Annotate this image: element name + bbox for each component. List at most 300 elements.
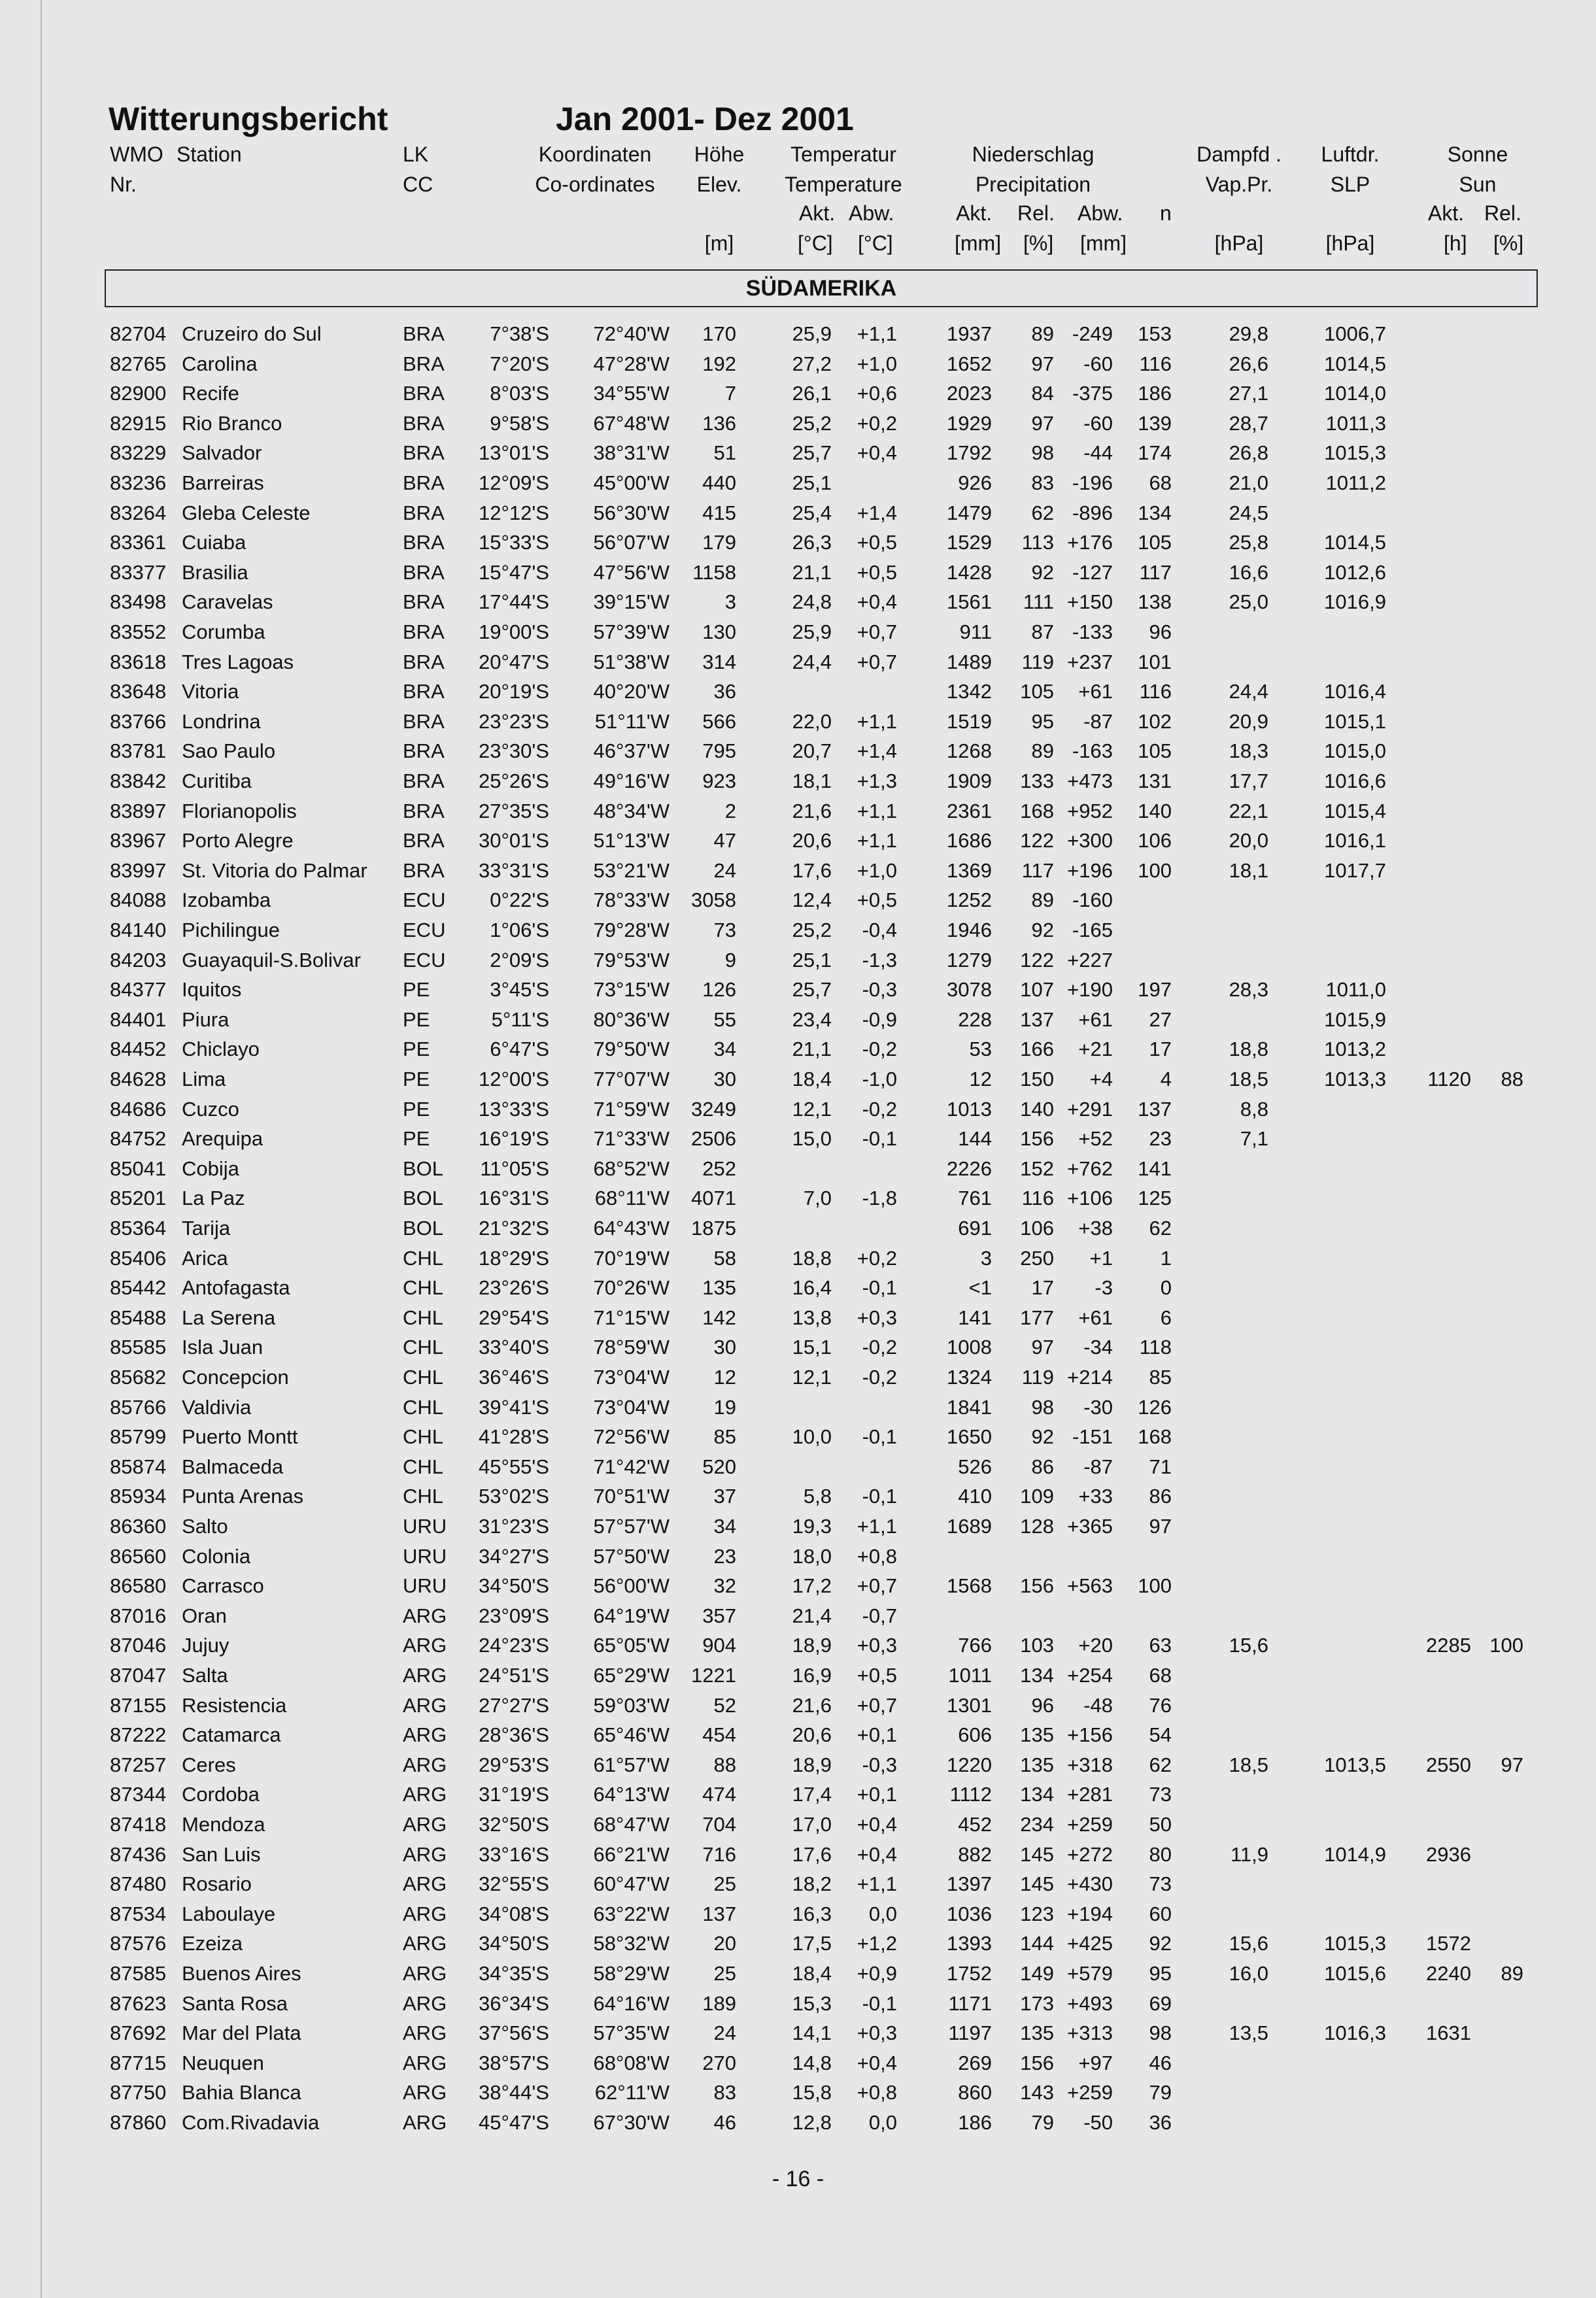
header-sun-de: Sonne — [1447, 143, 1508, 166]
elevation: 30 — [713, 1068, 736, 1090]
precip-deviation: -127 — [1072, 560, 1113, 584]
elevation: 51 — [713, 441, 736, 465]
vapour-pressure: 7,1 — [1240, 1127, 1268, 1151]
table-row — [0, 1691, 1596, 1721]
header-vapour-unit: [hPa] — [1214, 231, 1264, 255]
sea-level-pressure: 1016,9 — [1324, 590, 1386, 614]
wmo-number: 85682 — [110, 1366, 167, 1389]
sea-level-pressure: 1016,6 — [1324, 769, 1386, 792]
precip-relative: 128 — [1020, 1515, 1054, 1538]
longitude: 40°20'W — [593, 680, 670, 703]
precip-deviation: +430 — [1067, 1872, 1113, 1896]
table-row — [0, 1332, 1596, 1362]
precip-deviation: +61 — [1078, 1306, 1113, 1329]
wmo-number: 87046 — [110, 1634, 167, 1657]
precip-relative: 84 — [1031, 382, 1054, 405]
precip-deviation: -160 — [1072, 888, 1113, 912]
longitude: 80°36'W — [593, 1007, 670, 1031]
elevation: 2506 — [691, 1127, 736, 1151]
station-name: Izobamba — [182, 888, 271, 912]
precip-days: 125 — [1138, 1187, 1172, 1210]
station-name: Porto Alegre — [182, 829, 294, 853]
precip-days: 36 — [1149, 2111, 1172, 2134]
elevation: 25 — [713, 1962, 736, 1985]
precip-days: 85 — [1149, 1366, 1172, 1389]
latitude: 21°32'S — [479, 1217, 549, 1240]
precip-deviation: +237 — [1067, 650, 1113, 673]
latitude: 23°23'S — [479, 709, 549, 733]
temp-actual: 17,6 — [792, 858, 832, 882]
precip-relative: 150 — [1020, 1068, 1054, 1090]
temp-actual: 25,1 — [792, 948, 832, 972]
longitude: 38°31'W — [593, 441, 670, 465]
elevation: 142 — [702, 1306, 736, 1329]
country-code: ARG — [403, 1991, 447, 2015]
latitude: 24°51'S — [479, 1664, 549, 1687]
temp-deviation: +0,5 — [857, 560, 897, 584]
wmo-number: 84377 — [110, 978, 167, 1002]
temp-actual: 17,5 — [792, 1932, 832, 1955]
elevation: 192 — [702, 352, 736, 375]
elevation: 3249 — [691, 1097, 736, 1121]
header-slp-en: SLP — [1330, 173, 1370, 196]
precip-actual: 1568 — [947, 1574, 992, 1598]
precip-deviation: +291 — [1067, 1097, 1113, 1121]
precip-days: 116 — [1139, 352, 1172, 375]
temp-deviation: -0,2 — [862, 1366, 897, 1389]
precip-actual: 1301 — [947, 1693, 992, 1717]
latitude: 29°53'S — [479, 1753, 549, 1776]
country-code: CHL — [403, 1306, 444, 1329]
station-name: Carrasco — [182, 1574, 264, 1598]
latitude: 23°09'S — [479, 1604, 549, 1627]
precip-days: 197 — [1138, 978, 1172, 1002]
precip-deviation: +190 — [1067, 978, 1113, 1002]
precip-deviation: +1 — [1089, 1246, 1113, 1270]
longitude: 39°15'W — [593, 590, 670, 614]
precip-actual: 1529 — [947, 531, 992, 554]
temp-actual: 12,8 — [792, 2111, 832, 2134]
precip-actual: 860 — [958, 2081, 992, 2104]
temp-actual: 7,0 — [803, 1187, 832, 1210]
elevation: 24 — [713, 2021, 736, 2045]
precip-relative: 106 — [1020, 1217, 1054, 1240]
temp-actual: 10,0 — [792, 1425, 832, 1449]
precip-days: 69 — [1149, 1991, 1172, 2015]
precip-deviation: -375 — [1072, 382, 1113, 405]
header-elevation-en: Elev. — [696, 173, 742, 196]
station-name: St. Vitoria do Palmar — [182, 858, 367, 882]
precip-days: 134 — [1138, 501, 1172, 524]
elevation: 2 — [724, 799, 736, 822]
table-row — [0, 826, 1596, 856]
latitude: 34°27'S — [479, 1544, 549, 1568]
region-heading: SÜDAMERIKA — [105, 269, 1538, 307]
precip-actual: 186 — [958, 2111, 992, 2134]
precip-relative: 79 — [1031, 2111, 1054, 2134]
table-row — [0, 1631, 1596, 1661]
temp-deviation: +1,1 — [857, 322, 897, 345]
station-name: Cobija — [182, 1157, 239, 1180]
country-code: BRA — [403, 531, 445, 554]
vapour-pressure: 15,6 — [1229, 1932, 1268, 1955]
precip-relative: 92 — [1031, 560, 1054, 584]
country-code: BRA — [403, 560, 445, 584]
temp-actual: 18,4 — [792, 1068, 832, 1090]
precip-relative: 97 — [1031, 352, 1054, 375]
sea-level-pressure: 1011,2 — [1325, 471, 1386, 494]
temp-actual: 13,8 — [792, 1306, 832, 1329]
table-row — [0, 409, 1596, 439]
station-name: Antofagasta — [182, 1276, 290, 1300]
temp-deviation: +0,5 — [857, 888, 897, 912]
country-code: BRA — [403, 322, 445, 345]
temp-actual: 20,7 — [792, 739, 832, 763]
latitude: 41°28'S — [479, 1425, 549, 1449]
precip-relative: 117 — [1021, 858, 1054, 882]
elevation: 37 — [713, 1485, 736, 1508]
longitude: 71°33'W — [593, 1127, 670, 1151]
longitude: 67°30'W — [593, 2111, 670, 2134]
latitude: 27°27'S — [479, 1693, 549, 1717]
precip-relative: 135 — [1020, 2021, 1054, 2045]
wmo-number: 87222 — [110, 1723, 167, 1747]
precip-deviation: +33 — [1078, 1485, 1113, 1508]
precip-relative: 149 — [1020, 1962, 1054, 1985]
latitude: 53°02'S — [479, 1485, 549, 1508]
temp-deviation: +1,1 — [857, 1515, 897, 1538]
header-prec-unit-akt: [mm] — [955, 231, 1002, 255]
latitude: 39°41'S — [479, 1395, 549, 1419]
wmo-number: 85934 — [110, 1485, 167, 1508]
precip-deviation: +156 — [1067, 1723, 1113, 1747]
latitude: 25°26'S — [479, 769, 549, 792]
longitude: 56°07'W — [593, 531, 670, 554]
country-code: BOL — [403, 1217, 444, 1240]
longitude: 62°11'W — [594, 2081, 670, 2104]
precip-actual: 1220 — [947, 1753, 992, 1776]
temp-deviation: +0,8 — [857, 2081, 897, 2104]
elevation: 19 — [713, 1395, 736, 1419]
country-code: CHL — [403, 1276, 444, 1300]
table-row — [0, 1094, 1596, 1124]
latitude: 31°23'S — [479, 1515, 549, 1538]
country-code: URU — [403, 1544, 447, 1568]
temp-deviation: +1,1 — [857, 709, 897, 733]
latitude: 37°56'S — [479, 2021, 549, 2045]
precip-deviation: +106 — [1067, 1187, 1113, 1210]
temp-deviation: +1,0 — [857, 352, 897, 375]
station-name: Tres Lagoas — [182, 650, 294, 673]
station-name: Ceres — [182, 1753, 236, 1776]
temp-deviation: +0,7 — [857, 620, 897, 643]
table-row — [0, 736, 1596, 766]
temp-deviation: +0,5 — [857, 1664, 897, 1687]
vapour-pressure: 18,5 — [1229, 1753, 1268, 1776]
elevation: 135 — [702, 1276, 736, 1300]
longitude: 56°30'W — [593, 501, 670, 524]
precip-days: 62 — [1149, 1217, 1172, 1240]
table-row — [0, 438, 1596, 468]
header-coordinates-de: Koordinaten — [538, 143, 652, 166]
header-prec-rel: Rel. — [1017, 201, 1055, 225]
country-code: BRA — [403, 590, 445, 614]
precip-days: 23 — [1149, 1127, 1172, 1151]
country-code: BRA — [403, 858, 445, 882]
temp-actual: 18,4 — [792, 1962, 832, 1985]
precip-relative: 135 — [1020, 1753, 1054, 1776]
precip-days: 0 — [1160, 1276, 1172, 1300]
station-name: Pichilingue — [182, 919, 280, 941]
table-row — [0, 1243, 1596, 1274]
precip-deviation: -151 — [1072, 1425, 1113, 1449]
longitude: 46°37'W — [593, 739, 670, 763]
longitude: 64°19'W — [593, 1604, 670, 1627]
precip-actual: 1752 — [947, 1962, 992, 1985]
temp-actual: 25,2 — [792, 411, 832, 435]
precip-days: 97 — [1149, 1515, 1172, 1538]
temp-actual: 21,6 — [792, 799, 832, 822]
precip-deviation: +493 — [1067, 1991, 1113, 2015]
precip-deviation: +227 — [1067, 948, 1113, 972]
station-name: Santa Rosa — [182, 1991, 288, 2015]
station-name: La Serena — [182, 1306, 276, 1329]
wmo-number: 84752 — [110, 1127, 167, 1151]
precip-deviation: +20 — [1078, 1634, 1113, 1657]
vapour-pressure: 21,0 — [1229, 471, 1268, 494]
precip-deviation: +365 — [1067, 1515, 1113, 1538]
longitude: 47°28'W — [593, 352, 670, 375]
precip-actual: 882 — [958, 1842, 992, 1866]
precip-days: 50 — [1149, 1813, 1172, 1836]
header-prec-abw: Abw. — [1078, 201, 1123, 225]
wmo-number: 83552 — [110, 620, 167, 643]
wmo-number: 83264 — [110, 501, 167, 524]
vapour-pressure: 25,8 — [1229, 531, 1268, 554]
country-code: BRA — [403, 709, 445, 733]
elevation: 923 — [702, 769, 736, 792]
country-code: BRA — [403, 829, 445, 853]
table-row — [0, 1959, 1596, 1989]
precip-deviation: +272 — [1067, 1842, 1113, 1866]
wmo-number: 83618 — [110, 650, 167, 673]
vapour-pressure: 11,9 — [1230, 1842, 1268, 1866]
country-code: BOL — [403, 1157, 444, 1180]
longitude: 60°47'W — [593, 1872, 670, 1896]
temp-deviation: -1,0 — [862, 1068, 897, 1090]
precip-actual: 1937 — [947, 322, 992, 345]
latitude: 16°19'S — [479, 1127, 549, 1151]
wmo-number: 85406 — [110, 1246, 167, 1270]
longitude: 65°46'W — [593, 1723, 670, 1747]
latitude: 12°00'S — [479, 1068, 549, 1090]
precip-relative: 140 — [1020, 1097, 1054, 1121]
station-name: Cuiaba — [182, 531, 246, 554]
sea-level-pressure: 1012,6 — [1324, 560, 1386, 584]
table-row — [0, 1481, 1596, 1512]
precip-deviation: +176 — [1067, 531, 1113, 554]
table-row — [0, 856, 1596, 886]
temp-deviation: +1,0 — [857, 858, 897, 882]
longitude: 34°55'W — [593, 382, 670, 405]
sea-level-pressure: 1011,0 — [1325, 978, 1386, 1002]
precip-days: 101 — [1138, 650, 1172, 673]
elevation: 252 — [702, 1157, 736, 1180]
precip-days: 96 — [1149, 620, 1172, 643]
precip-days: 139 — [1138, 411, 1172, 435]
header-station: Station — [177, 143, 242, 166]
header-cc: CC — [403, 173, 433, 196]
precip-deviation: +473 — [1067, 769, 1113, 792]
temp-deviation: +0,4 — [857, 1813, 897, 1836]
elevation: 704 — [702, 1813, 736, 1836]
precip-deviation: +196 — [1067, 858, 1113, 882]
precip-days: 106 — [1138, 829, 1172, 853]
sun-hours: 1631 — [1426, 2021, 1471, 2045]
temp-actual: 25,4 — [792, 501, 832, 524]
precip-deviation: +579 — [1067, 1962, 1113, 1985]
sea-level-pressure: 1015,4 — [1324, 799, 1386, 822]
wmo-number: 85442 — [110, 1276, 167, 1300]
temp-actual: 25,9 — [792, 620, 832, 643]
precip-days: 68 — [1149, 471, 1172, 494]
elevation: 85 — [713, 1425, 736, 1449]
longitude: 57°35'W — [593, 2021, 670, 2045]
elevation: 126 — [702, 978, 736, 1002]
header-temp-unit-akt: [°C] — [798, 231, 833, 255]
country-code: CHL — [403, 1246, 444, 1270]
precip-actual: 2023 — [947, 382, 992, 405]
precip-relative: 134 — [1020, 1783, 1054, 1806]
sea-level-pressure: 1014,0 — [1324, 382, 1386, 405]
temp-actual: 17,0 — [792, 1813, 832, 1836]
temp-actual: 25,1 — [792, 471, 832, 494]
precip-deviation: +38 — [1078, 1217, 1113, 1240]
longitude: 57°57'W — [593, 1515, 670, 1538]
elevation: 1875 — [691, 1217, 736, 1240]
longitude: 56°00'W — [593, 1574, 670, 1598]
country-code: ARG — [403, 1664, 447, 1687]
table-row — [0, 1154, 1596, 1184]
wmo-number: 87623 — [110, 1991, 167, 2015]
longitude: 68°11'W — [594, 1187, 670, 1210]
temp-actual: 12,1 — [792, 1366, 832, 1389]
elevation: 314 — [702, 650, 736, 673]
header-temp-abw: Abw. — [849, 201, 894, 225]
country-code: BRA — [403, 799, 445, 822]
precip-days: 116 — [1139, 680, 1172, 703]
wmo-number: 83842 — [110, 769, 167, 792]
country-code: PE — [403, 1038, 430, 1061]
precip-relative: 98 — [1031, 441, 1054, 465]
latitude: 3°45'S — [490, 978, 549, 1002]
table-row — [0, 1571, 1596, 1601]
precip-days: 100 — [1138, 858, 1172, 882]
longitude: 63°22'W — [593, 1902, 670, 1925]
temp-deviation: -0,1 — [862, 1485, 897, 1508]
precip-days: 71 — [1149, 1455, 1172, 1478]
elevation: 12 — [713, 1366, 736, 1389]
latitude: 9°58'S — [490, 411, 549, 435]
precip-deviation: -896 — [1072, 501, 1113, 524]
table-row — [0, 1512, 1596, 1542]
temp-actual: 20,6 — [792, 829, 832, 853]
temp-deviation: -0,1 — [862, 1991, 897, 2015]
latitude: 38°57'S — [479, 2051, 549, 2074]
sea-level-pressure: 1013,5 — [1324, 1753, 1386, 1776]
latitude: 15°33'S — [479, 531, 549, 554]
table-row — [0, 1840, 1596, 1870]
temp-actual: 19,3 — [792, 1515, 832, 1538]
precip-days: 27 — [1149, 1007, 1172, 1031]
sea-level-pressure: 1016,1 — [1324, 829, 1386, 853]
temp-actual: 18,9 — [792, 1753, 832, 1776]
longitude: 71°42'W — [593, 1455, 670, 1478]
precip-actual: 12 — [969, 1068, 992, 1090]
temp-actual: 21,1 — [792, 1038, 832, 1061]
temp-actual: 18,9 — [792, 1634, 832, 1657]
precip-actual: 1013 — [947, 1097, 992, 1121]
latitude: 24°23'S — [479, 1634, 549, 1657]
elevation: 25 — [713, 1872, 736, 1896]
precip-relative: 83 — [1031, 471, 1054, 494]
station-name: Valdivia — [182, 1395, 252, 1419]
temp-deviation: -0,1 — [862, 1425, 897, 1449]
table-row — [0, 2078, 1596, 2108]
longitude: 58°32'W — [593, 1932, 670, 1955]
precip-days: 153 — [1138, 322, 1172, 345]
station-name: Salta — [182, 1664, 228, 1687]
sea-level-pressure: 1015,1 — [1324, 709, 1386, 733]
temp-actual: 26,1 — [792, 382, 832, 405]
precip-actual: <1 — [968, 1276, 992, 1300]
vapour-pressure: 18,5 — [1229, 1068, 1268, 1090]
precip-deviation: +425 — [1067, 1932, 1113, 1955]
header-sun-unit-akt: [h] — [1444, 231, 1467, 255]
wmo-number: 84088 — [110, 888, 167, 912]
elevation: 23 — [713, 1544, 736, 1568]
latitude: 15°47'S — [479, 560, 549, 584]
longitude: 51°13'W — [593, 829, 670, 853]
wmo-number: 87155 — [110, 1693, 167, 1717]
temp-deviation: +0,3 — [857, 1306, 897, 1329]
header-temperature-de: Temperatur — [790, 143, 896, 166]
precip-actual: 766 — [958, 1634, 992, 1657]
header-wmo: WMO — [110, 143, 163, 166]
temp-deviation: -0,2 — [862, 1336, 897, 1359]
header-prec-akt: Akt. — [956, 201, 993, 225]
country-code: BRA — [403, 352, 445, 375]
precip-relative: 87 — [1031, 620, 1054, 643]
station-name: Cruzeiro do Sul — [182, 322, 322, 345]
temp-deviation: -0,1 — [862, 1276, 897, 1300]
country-code: BRA — [403, 411, 445, 435]
precip-days: 137 — [1138, 1097, 1172, 1121]
vapour-pressure: 18,3 — [1229, 739, 1268, 763]
longitude: 64°43'W — [593, 1217, 670, 1240]
temp-deviation: -0,7 — [862, 1604, 897, 1627]
station-name: Punta Arenas — [182, 1485, 304, 1508]
temp-deviation: +0,1 — [857, 1783, 897, 1806]
precip-days: 54 — [1149, 1723, 1172, 1747]
table-row — [0, 1005, 1596, 1035]
longitude: 61°57'W — [593, 1753, 670, 1776]
precip-actual: 1036 — [947, 1902, 992, 1925]
country-code: ARG — [403, 1753, 447, 1776]
precip-relative: 62 — [1031, 501, 1054, 524]
station-name: Neuquen — [182, 2051, 264, 2074]
vapour-pressure: 24,4 — [1229, 680, 1268, 703]
